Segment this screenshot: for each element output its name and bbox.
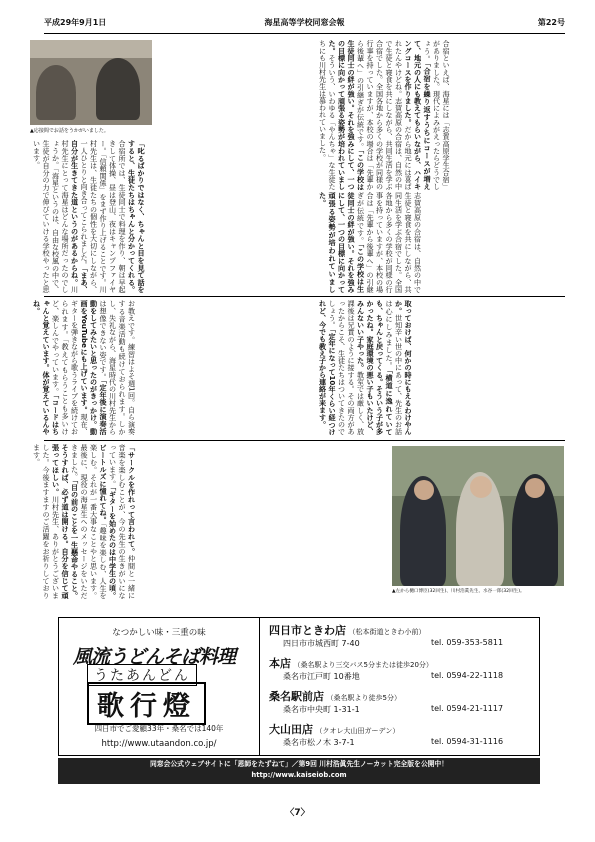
photo-caption-2: ▲左から樋口博臣(32回生)、川村浩眞先生、水谷一郎(32回生)。	[392, 589, 525, 594]
section-rule	[44, 296, 565, 297]
newsletter-title: 海星高等学校同窓会報	[264, 18, 345, 27]
section-rule	[44, 440, 565, 441]
shop-yokkaichi-tokiwa: 四日市ときわ店 （松本街道ときわ小前） 四日市市城西町 7-40 tel. 059-353-5811	[269, 624, 504, 648]
article-upper-right-lower	[318, 192, 563, 293]
article-text: 取っておけば、何かの時にもえるわけやんか。世知辛い世の中にあって、先生のお話は心にしみました。「横道に逸れていても、ちゃんと戻ってくる。そういう子が多かったね。家庭環境の悪い子もいたけど、みんないい子やった。教室では厳しく、放課後は兄貴のように接する。その両方があったからこそ、生徒たちはついてきたのでしょう。「定年になって10年くらい経つけれど、今でも教え子から連絡が来ます。	[318, 300, 413, 435]
banner-url[interactable]: http://www.kaiseiob.com	[251, 771, 347, 779]
issue-date: 平成29年9月1日	[44, 18, 107, 27]
ad-history: 四日市でご愛顧33年・桑名では140年	[94, 724, 224, 733]
shop-honten: 本店 （桑名駅より三交バス5分または徒歩20分） 桑名市江戸町 10番地 tel. 0594-22-1118	[269, 657, 504, 681]
photo-caption-1: ▲応接間でお話をうかがいました。	[30, 128, 109, 134]
article-lower	[32, 444, 386, 599]
restaurant-advertisement	[58, 617, 540, 756]
logo-line-2: うたあんどん	[87, 664, 197, 686]
shop-oyamada: 大山田店 （クオレ大山田ガーデン） 桑名市松ノ木 3-7-1 tel. 0594-31-1116	[269, 723, 504, 747]
logo-line-1: 風流うどんそば料理	[73, 646, 236, 668]
article-text: 「サークルを作れって言われて。仲間と一緒に音楽を楽しむことが、今の先生の生きがいになっています。「ギターを始めたのは中学生の頃。ビートルズに憧れてね。「趣味を楽しむ、人生を楽しむ。それが一番大事なことやと思います。最後に、現役の海星生へのメッセージをいただきました。「目の前のことを一生懸命やること。そうすれば、必ず道は開ける。自分を信じて頑張ってほしい。川村先生、ありがとうございました。今後ますますのご活躍をお祈りしております。	[32, 444, 137, 599]
restaurant-logo	[73, 642, 248, 722]
article-upper-right	[318, 40, 563, 190]
ad-url[interactable]: http://www.utaandon.co.jp/	[101, 739, 217, 749]
article-middle-left	[32, 300, 316, 435]
ad-divider	[259, 618, 260, 755]
article-text: 志賀高原の合宿は、自然の中で生徒と寝食を共にしながら、共同生活を学ぶ合宿でした。全国各地から多くの学校が同様の行事を持っていますが、本校の場合は「先輩から後輩へ」の引継ぎが伝統です。「この学校は生徒同士の絆が強い。それを強みにして、一つの目標に向かって頑張る姿勢が培われていました。	[318, 192, 423, 293]
article-upper-left	[32, 140, 316, 293]
article-text: お教えです。練習はよそ週1回。自ら演奏する音楽活動も続けておられます。しかし、失礼ながら、海星時代の川村先生からは想像できない姿です。「定年後に演奏活動をしてみたいと思ったのがきっかけ。動画をYouTubeにも上げています。現在、ギターを弾きながら歌うライブを続けておられます。「教えてもらうことも多いけど、楽しんでやっています。「コードはちゃんと覚えています。体が覚えているんやね。	[32, 300, 137, 435]
website-banner	[58, 758, 540, 784]
logo-line-3: 歌行燈	[87, 682, 206, 725]
group-photo	[392, 446, 564, 586]
interview-photo	[30, 40, 152, 125]
article-text: 合宿といえば、海星には「志賀高原学生合宿」がありました。現代によみがえったらどうでしょう。「合宿を繰り返すうちにコースが増えて、地元の人にも教えてもらいながら、ハイキングコースを作りました。だから地元には喜ばれたんやけどね。志賀高原の合宿は、自然の中で生徒と寝食を共にしながら、共同生活を学ぶ合宿でした。全国各地から多くの学校が同様の行事を持っていますが、本校の場合は「先輩から後輩へ」の引継ぎが伝統です。「この学校は生徒同士の絆が強い。それを強みにして、一つの目標に向かって頑張る姿勢が培われていました。そういう、いわゆる「やんちゃ」な生徒たちにも川村先生は慕われていました。	[318, 40, 451, 190]
article-text: 「叱るばかりではなく、ちゃんと目を見て話をすると、生徒たちはちゃんと分かってくれる。合宿所では、生徒同士で料理を作り、朝は早起きして体操、昼は登山、夜はキャンプファイヤー。「信頼関係」をまず作り上げることです。川村先生は、生徒たちの個性を大切にしながら、一人ひとりと向き合ってこられました。「まあ、自分が生きてきた道というのがあるからね。川村先生にとって海星はどんな場所だったのでしょうか。「海星というのは、自由な校風の中で、生徒が自分の力で伸びていける学校やったと思います。	[32, 140, 146, 293]
page-number: 〈7〉	[285, 808, 310, 818]
article-middle-right	[318, 300, 563, 435]
ad-tagline: なつかしい味・三重の味	[112, 628, 206, 638]
page-header	[44, 17, 565, 31]
shop-kuwana-ekimae: 桑名駅前店 （桑名駅より徒歩5分） 桑名市中央町 1-31-1 tel. 0594-21-1117	[269, 690, 504, 714]
issue-number: 第22号	[537, 18, 565, 27]
header-rule	[44, 33, 565, 34]
banner-text: 同窓会公式ウェブサイトに「恩師をたずねて」／第9回 川村浩眞先生ノーカット完全版を公開中！	[149, 760, 449, 768]
